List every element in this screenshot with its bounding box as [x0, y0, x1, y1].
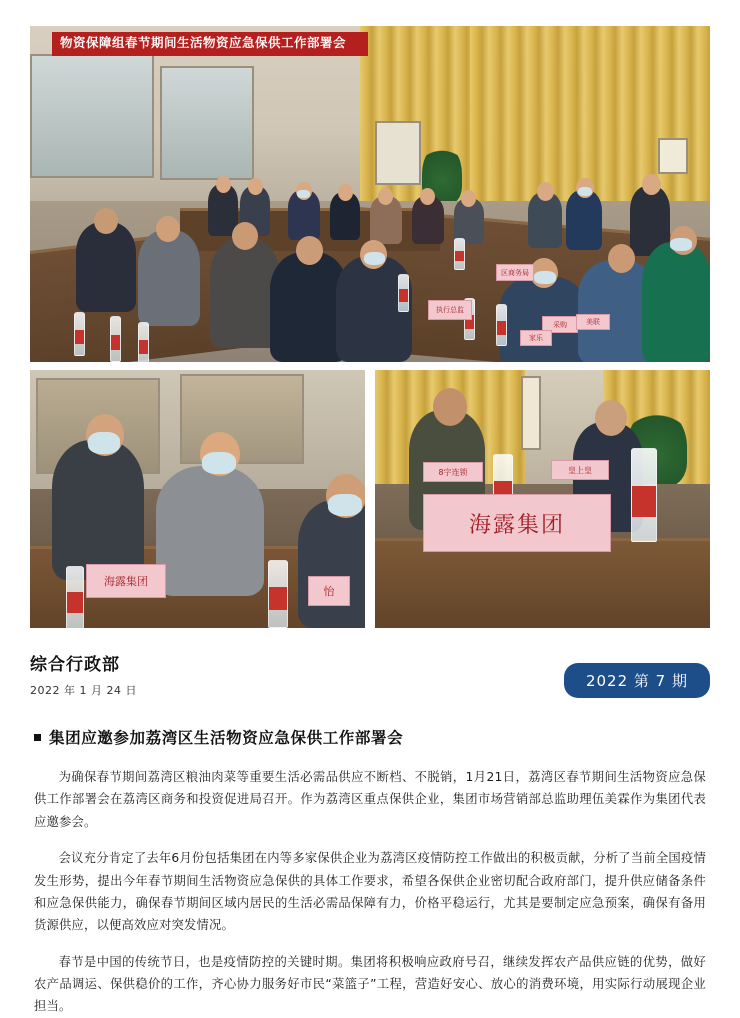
department-block [30, 650, 137, 698]
headline-text: 集团应邀参加荔湾区生活物资应急保供工作部署会 [49, 729, 404, 747]
water-bottle [66, 566, 84, 628]
nameplate: 怡 [308, 576, 350, 606]
face-mask [364, 252, 385, 265]
face-mask [297, 190, 310, 198]
nameplate: 采购 [542, 316, 578, 333]
nameplate: 美联 [576, 314, 610, 330]
attendee-head [232, 222, 258, 250]
photo-scene [30, 370, 365, 628]
face-mask [670, 238, 692, 251]
attendee-head [338, 184, 353, 201]
nameplate: 执行总监 [428, 300, 472, 320]
attendee-head [461, 190, 476, 207]
attendee-head [156, 216, 180, 242]
paragraph: 会议充分肯定了去年6月份包括集团在内等多家保供企业为荔湾区疫情防控工作做出的积极贡献，分析了当前全国疫情发生形势，提出今年春节期间生活物资应急保供的具体工作要求，希望各保供企业密切配合政府部门，提升供应储备条件和应急保供能力，确保春节期间区域内居民的生活必需品保障有力，价格平稳运行，尤其是要制定应急预案，确保有备用货源供应，以便高效应对突发情况。 [34, 851, 706, 933]
article [0, 698, 740, 1018]
paragraph: 为确保春节期间荔湾区粮油肉菜等重要生活必需品供应不断档、不脱销，1月21日，荔湾区春节期间生活物资应急保供工作部署会在荔湾区商务和投资促进局召开。作为荔湾区重点保供企业，集团市场营销部总监助理伍美霖作为集团代表应邀参会。 [34, 770, 706, 829]
attendee-head [595, 400, 627, 436]
water-bottle [138, 322, 149, 362]
attendee-head [642, 174, 661, 195]
wall-sign [658, 138, 688, 174]
nameplate-main: 海露集团 [423, 494, 611, 552]
event-banner: 物资保障组春节期间生活物资应急保供工作部署会 [52, 32, 368, 56]
window-left [30, 54, 154, 178]
attendee [156, 466, 264, 596]
water-bottle [454, 238, 465, 270]
meeting-room-wide-photo [30, 26, 710, 362]
water-bottle [496, 304, 507, 346]
water-bottle-large [631, 448, 657, 542]
face-mask [534, 271, 556, 284]
attendee-head [94, 208, 118, 234]
article-body [34, 766, 706, 1018]
nameplate: 海露集团 [86, 564, 166, 598]
photo-row [30, 370, 710, 628]
nameplate: 皇上皇 [551, 460, 609, 480]
attendee [298, 500, 365, 628]
article-headline [34, 726, 706, 748]
photo-scene [30, 26, 710, 362]
attendee-head [420, 188, 435, 205]
face-mask [578, 187, 592, 196]
attendee [138, 230, 200, 326]
attendee-head [537, 182, 554, 201]
document-meta [0, 628, 740, 698]
attendee-head [433, 388, 467, 426]
attendee-head [248, 178, 263, 195]
attendee-head [216, 176, 231, 193]
paragraph: 春节是中国的传统节日，也是疫情防控的关键时期。集团将积极响应政府号召，继续发挥农产品供应链的优势，做好农产品调运、保供稳价的工作，齐心协力服务好市民“菜篮子”工程，营造好安心、放心的消费环境，用实际行动展现企业担当。 [34, 954, 706, 1014]
attendee-head [296, 236, 323, 265]
face-mask [202, 452, 236, 474]
face-mask [328, 494, 362, 516]
window [180, 374, 304, 464]
nameplate-closeup-photo [375, 370, 710, 628]
department-name: 综合行政部 [30, 655, 120, 675]
wall-strip [521, 376, 541, 450]
publish-date: 2022 年 1 月 24 日 [30, 684, 137, 697]
face-mask [88, 432, 120, 454]
attendee-head [608, 244, 635, 273]
attendee [566, 190, 602, 250]
water-bottle [110, 316, 121, 362]
water-bottle [398, 274, 409, 312]
nameplate: 8字连锁 [423, 462, 483, 482]
water-bottle [268, 560, 288, 628]
bullet-square-icon [34, 734, 41, 741]
window-mid [160, 66, 254, 180]
curtain-right [470, 26, 710, 201]
attendee-head [378, 188, 393, 205]
attendee [52, 440, 144, 580]
water-bottle [74, 312, 85, 356]
nameplate: 区商务局 [496, 264, 534, 281]
wall-notice [375, 121, 421, 185]
attendee [642, 242, 710, 362]
photo-scene [375, 370, 710, 628]
attendee [76, 222, 136, 312]
issue-badge: 2022 第 7 期 [564, 663, 710, 698]
nameplate: 家乐 [520, 330, 552, 346]
attendees-closeup-photo [30, 370, 365, 628]
